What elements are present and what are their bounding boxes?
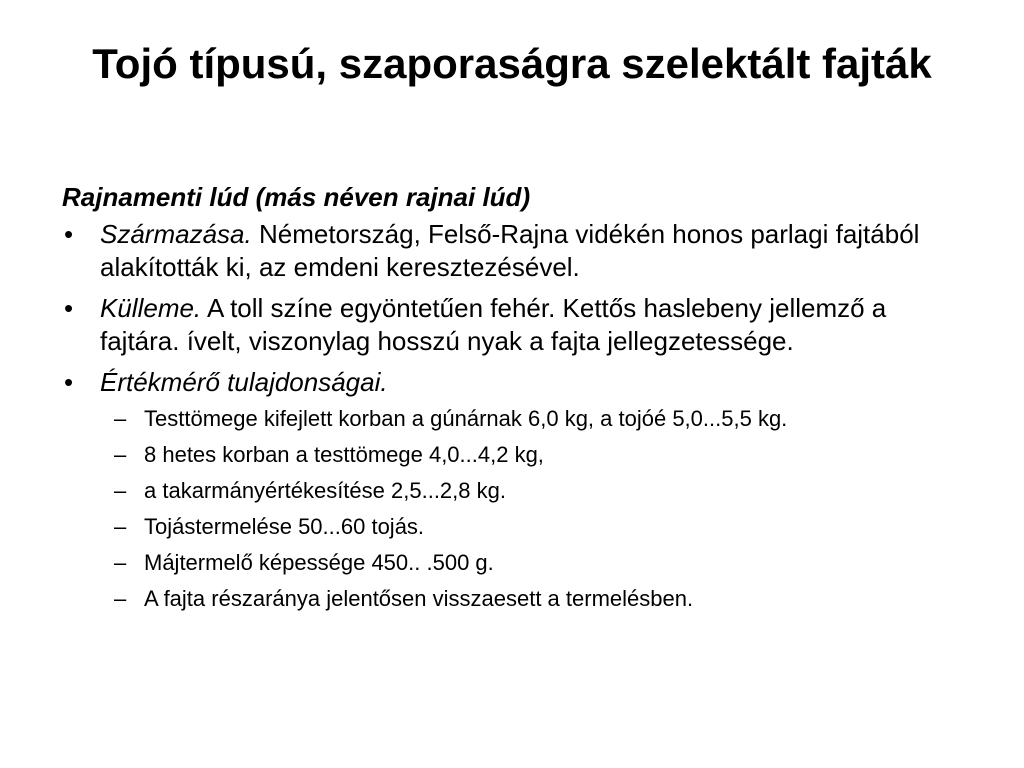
dash-icon: –: [114, 478, 127, 503]
breed-subtitle: Rajnamenti lúd (más néven rajnai lúd): [62, 182, 531, 212]
bullet-dot-icon: •: [64, 293, 74, 323]
bullet-lead: Értékmérő tulajdonságai.: [100, 367, 388, 397]
bullet-lead: Külleme.: [100, 293, 202, 323]
dash-icon: –: [114, 514, 127, 539]
bullet-origin: [62, 218, 962, 284]
bullet-dot-icon: •: [64, 367, 74, 397]
sub-item-text: Májtermelő képessége 450.. .500 g.: [144, 550, 494, 575]
bullet-list: [62, 218, 962, 613]
sub-item-feed-conversion: [100, 477, 962, 505]
sub-item-body-weight: [100, 405, 962, 433]
properties-sub-list: [100, 405, 962, 613]
sub-item-breed-share: [100, 585, 962, 613]
bullet-text: Németország, Felső-Rajna vidékén honos parlagi fajtából alakították ki, az emdeni keresztezésével.: [100, 219, 920, 282]
bullet-text: A toll színe egyöntetűen fehér. Kettős haslebeny jellemző a fajtára. ívelt, viszonylag hosszú nyak a fajta jellegzetessége.: [100, 293, 887, 356]
dash-icon: –: [114, 406, 127, 431]
bullet-dot-icon: •: [64, 219, 74, 249]
sub-item-text: a takarmányértékesítése 2,5...2,8 kg.: [144, 478, 506, 503]
sub-item-text: A fajta részaránya jelentősen visszaesett a termelésben.: [144, 586, 694, 611]
dash-icon: –: [114, 442, 127, 467]
slide-content: [62, 180, 962, 621]
dash-icon: –: [114, 586, 127, 611]
sub-item-text: Tojástermelése 50...60 tojás.: [144, 514, 425, 539]
bullet-appearance: [62, 292, 962, 358]
sub-item-8-week-weight: [100, 441, 962, 469]
dash-icon: –: [114, 550, 127, 575]
bullet-properties: [62, 366, 962, 613]
sub-item-text: 8 hetes korban a testtömege 4,0...4,2 kg,: [144, 442, 544, 467]
sub-item-text: Testtömege kifejlett korban a gúnárnak 6,0 kg, a tojóé 5,0...5,5 kg.: [144, 406, 788, 431]
sub-item-liver-production: [100, 549, 962, 577]
bullet-lead: Származása.: [100, 219, 252, 249]
slide-title: Tojó típusú, szaporaságra szelektált fajták: [92, 40, 932, 87]
sub-item-egg-production: [100, 513, 962, 541]
